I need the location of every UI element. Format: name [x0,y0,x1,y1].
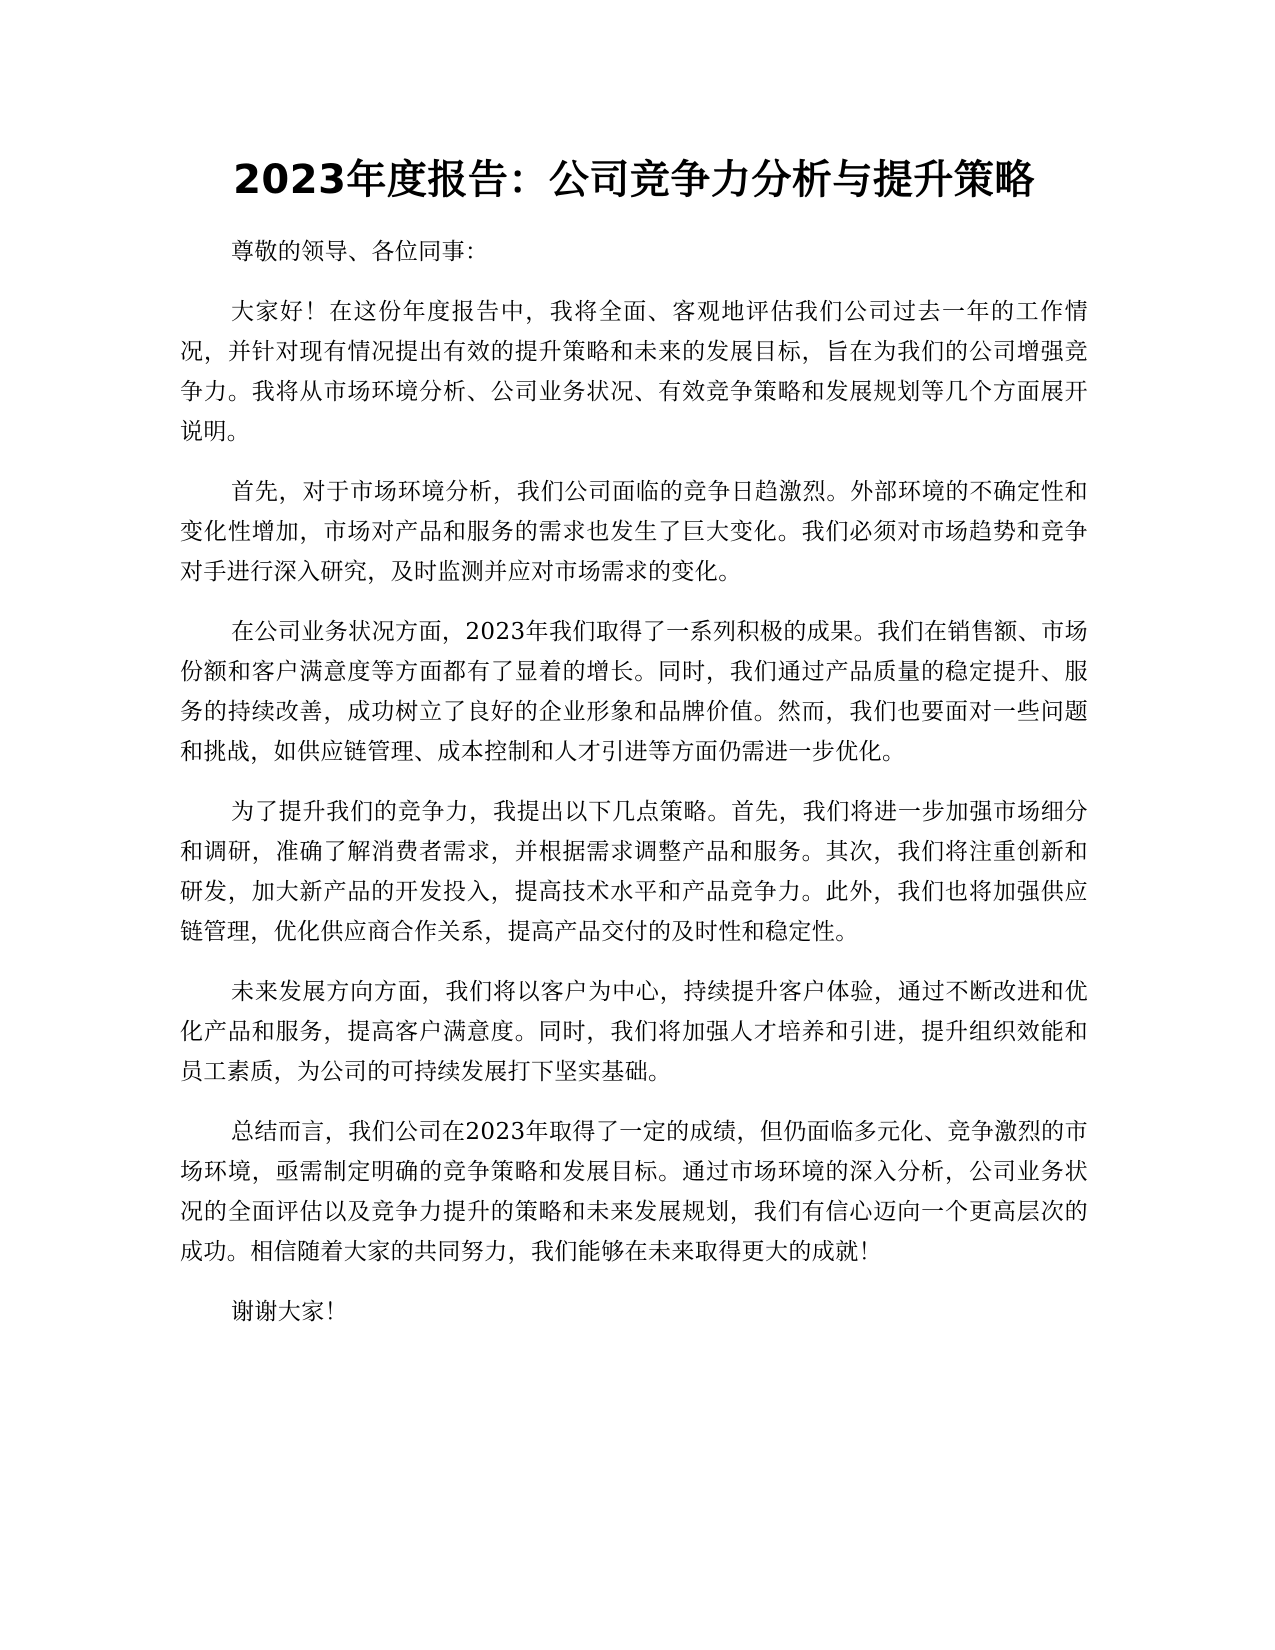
paragraph-market-analysis: 首先，对于市场环境分析，我们公司面临的竞争日趋激烈。外部环境的不确定性和变化性增加，市场对产品和服务的需求也发生了巨大变化。我们必须对市场趋势和竞争对手进行深入研究，及时监测并应对市场需求的变化。 [180,479,1088,585]
document-page [180,0,1088,1352]
paragraph-strategies: 为了提升我们的竞争力，我提出以下几点策略。首先，我们将进一步加强市场细分和调研，准确了解消费者需求，并根据需求调整产品和服务。其次，我们将注重创新和研发，加大新产品的开发投入，提高技术水平和产品竞争力。此外，我们也将加强供应链管理，优化供应商合作关系，提高产品交付的及时性和稳定性。 [180,799,1088,945]
closing: 谢谢大家！ [231,1299,348,1325]
greeting: 尊敬的领导、各位同事： [231,239,489,265]
paragraph-business-status: 在公司业务状况方面，2023年我们取得了一系列积极的成果。我们在销售额、市场份额和客户满意度等方面都有了显着的增长。同时，我们通过产品质量的稳定提升、服务的持续改善，成功树立了良好的企业形象和品牌价值。然而，我们也要面对一些问题和挑战，如供应链管理、成本控制和人才引进等方面仍需进一步优化。 [180,619,1088,765]
document-body [180,232,1088,1332]
paragraph-intro: 大家好！在这份年度报告中，我将全面、客观地评估我们公司过去一年的工作情况，并针对现有情况提出有效的提升策略和未来的发展目标，旨在为我们的公司增强竞争力。我将从市场环境分析、公司业务状况、有效竞争策略和发展规划等几个方面展开说明。 [180,299,1088,445]
document-title: 2023年度报告：公司竞争力分析与提升策略 [233,157,1035,203]
paragraph-future-direction: 未来发展方向方面，我们将以客户为中心，持续提升客户体验，通过不断改进和优化产品和服务，提高客户满意度。同时，我们将加强人才培养和引进，提升组织效能和员工素质，为公司的可持续发展打下坚实基础。 [180,979,1088,1085]
paragraph-summary: 总结而言，我们公司在2023年取得了一定的成绩，但仍面临多元化、竞争激烈的市场环境，亟需制定明确的竞争策略和发展目标。通过市场环境的深入分析，公司业务状况的全面评估以及竞争力提升的策略和未来发展规划，我们有信心迈向一个更高层次的成功。相信随着大家的共同努力，我们能够在未来取得更大的成就！ [180,1119,1088,1265]
